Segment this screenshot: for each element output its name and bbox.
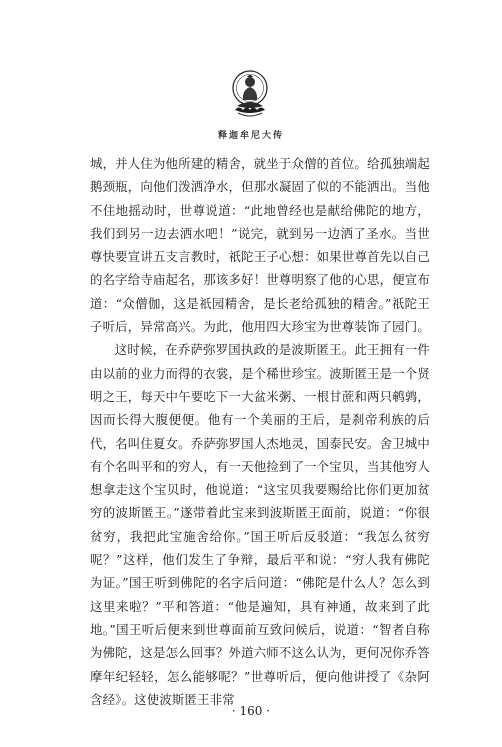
buddha-emblem-icon (230, 66, 270, 128)
body-text (90, 152, 430, 711)
paragraph-1: 城，并人住为他所建的精舍，就坐于众僧的首位。给孤独端起鹅颈瓶，向他们泼洒净水，但那水凝固了似的不能洒出。当他不住地摇动时，世尊说道：“此地曾经也是献给佛陀的地方，我们到另一边去洒水吧！”说完，就到另一边洒了圣水。当世尊快要宣讲五支言教时，祇陀王子心想：如果世尊首先以自己的名字给寺庙起名，那该多好！世尊明察了他的心思，便宣布道：“众僧伽，这是祇园精舍，是长老给孤独的精舍。”祇陀王子听后，异常高兴。为此，他用四大珍宝为世尊装饰了园门。 (90, 156, 430, 335)
running-header-title: 释迦牟尼大传 (217, 131, 284, 141)
paragraph-2: 这时候，在乔萨弥罗国执政的是波斯匿王。此王拥有一件由以前的业力而得的衣裳，是个稀世珍宝。波斯匿王是一个贤明之王，每天中午要吃下一大盆米粥、一根甘蔗和两只鹌鹑，因而长得大腹便便。他有一个美丽的王后，是刹帝利族的后代，名叫住夏女。乔萨弥罗国人杰地灵，国泰民安。舍卫城中有个名叫平和的穷人，有一天他捡到了一个宝贝，当其他穷人想拿走这个宝贝时，他说道：“这宝贝我要赐给比你们更加贫穷的波斯匿王。”遂带着此宝来到波斯匿王面前，说道：“你很贫穷，我把此宝施舍给你。”国王听后反驳道：“我怎么贫穷呢？”这样，他们发生了争辩，最后平和说：“穷人我有佛陀为证。”国王听到佛陀的名字后问道：“佛陀是什么人？怎么到这里来啦？”平和答道：“他是遍知，具有神通，故来到了此地。”国王听后便来到世尊面前互致问候后，说道：“智者自称为佛陀，这是怎么回事？外道六师不这么认为，更何况你乔答摩年纪轻轻，怎么能够呢？”世尊听后，便向他讲授了《杂阿含经》。这使波斯匿王非常 (90, 342, 430, 707)
page-number: · 160 · (231, 704, 271, 718)
